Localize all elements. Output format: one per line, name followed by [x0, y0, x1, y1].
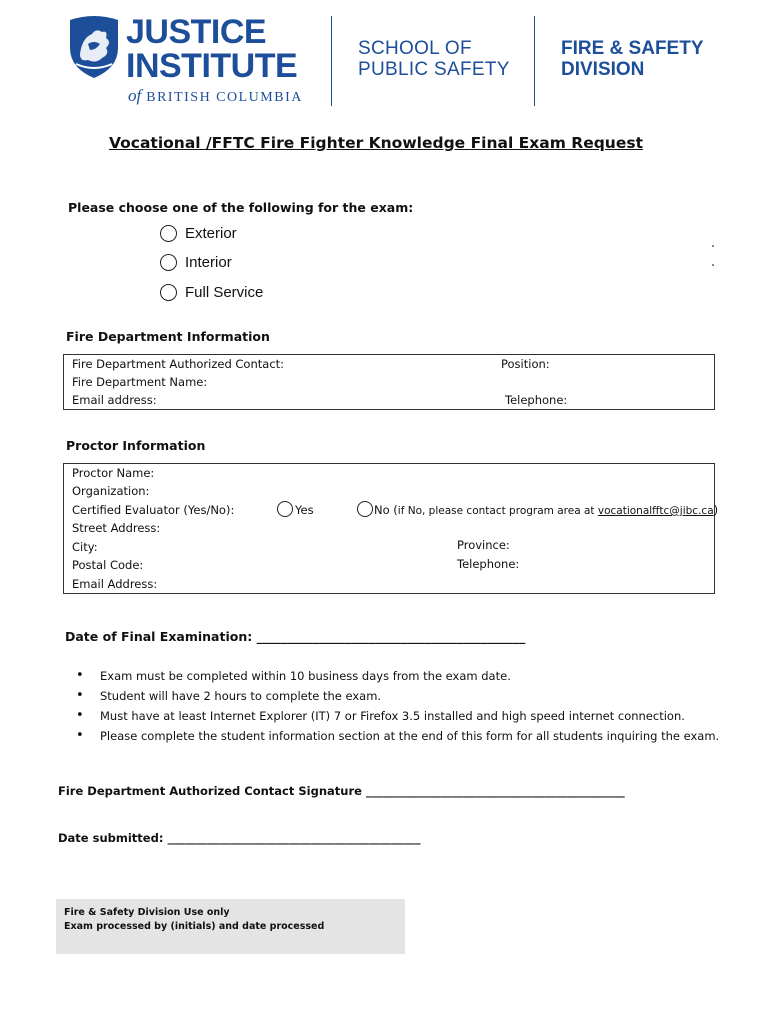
certified-no-prefix: No ( [374, 503, 398, 517]
header-divider [331, 16, 332, 106]
certified-yes-label: Yes [295, 503, 314, 517]
exam-option-label: Exterior [185, 225, 237, 242]
proctor-name-label: Proctor Name: [72, 466, 155, 480]
exam-choice-prompt: Please choose one of the following for the exam: [68, 200, 414, 215]
jibc-crest-logo [66, 14, 122, 80]
logo-british-columbia: BRITISH COLUMBIA [146, 90, 303, 105]
logo-wordmark-institute: INSTITUTE [126, 47, 298, 85]
date-submitted-line [58, 831, 420, 845]
header-division: FIRE & SAFETY DIVISION [561, 38, 704, 80]
radio-icon[interactable] [160, 225, 177, 242]
proctor-organization-label: Organization: [72, 484, 150, 498]
exam-option-full-service[interactable] [160, 284, 263, 301]
list-item: • Student will have 2 hours to complete the exam. [76, 686, 719, 706]
date-submitted-label: Date submitted: [58, 831, 164, 845]
exam-option-exterior[interactable] [160, 225, 237, 242]
exam-date-line [65, 629, 525, 644]
proctor-city-label: City: [72, 540, 98, 554]
fd-position-label: Position: [501, 357, 550, 371]
logo-of: of [128, 86, 142, 105]
fire-department-heading: Fire Department Information [66, 329, 270, 344]
signature-line [58, 784, 625, 798]
signature-label: Fire Department Authorized Contact Signature [58, 784, 362, 798]
exam-option-label: Interior [185, 254, 232, 271]
radio-icon[interactable] [160, 284, 177, 301]
list-item: • Please complete the student information section at the end of this form for all students inquiring the exam. [76, 726, 719, 746]
proctor-province-label: Province: [457, 538, 510, 552]
proctor-email-label: Email Address: [72, 577, 158, 591]
certified-no-suffix: ) [713, 503, 719, 517]
exam-option-label: Full Service [185, 284, 264, 301]
header-school: SCHOOL OF PUBLIC SAFETY [358, 38, 510, 80]
signature-blank[interactable]: _____________________________________________ [365, 784, 625, 798]
logo-wordmark-justice: JUSTICE [126, 13, 267, 51]
proctor-box [63, 463, 715, 594]
exam-date-label: Date of Final Examination: [65, 629, 253, 644]
list-item: • Must have at least Internet Explorer (IT) 7 or Firefox 3.5 installed and high speed internet connection. [76, 706, 719, 726]
exam-date-blank[interactable]: ___________________________________________ [256, 629, 526, 644]
fd-email-label: Email address: [72, 393, 157, 407]
fd-name-label: Fire Department Name: [72, 375, 208, 389]
exam-notes-list [76, 666, 719, 746]
proctor-heading: Proctor Information [66, 438, 206, 453]
stray-mark [712, 245, 714, 247]
certified-no-radio[interactable] [357, 501, 373, 517]
stray-mark [712, 264, 714, 266]
certified-no-note [374, 503, 718, 517]
program-email-link[interactable]: vocationalfftc@jibc.ca [597, 505, 714, 517]
header-divider [534, 16, 535, 106]
list-item: • Exam must be completed within 10 business days from the exam date. [76, 666, 719, 686]
fd-telephone-label: Telephone: [505, 393, 568, 407]
radio-icon[interactable] [160, 254, 177, 271]
proctor-postal-label: Postal Code: [72, 558, 144, 572]
certified-no-text: if No, please contact program area at [397, 505, 598, 517]
exam-option-interior[interactable] [160, 254, 232, 271]
date-submitted-blank[interactable]: ____________________________________________ [167, 831, 421, 845]
office-use-title: Fire & Safety Division Use only [64, 907, 230, 918]
office-use-processed: Exam processed by (initials) and date processed [64, 921, 325, 932]
proctor-certified-label: Certified Evaluator (Yes/No): [72, 503, 235, 517]
proctor-telephone-label: Telephone: [457, 557, 520, 571]
fd-authorized-contact-label: Fire Department Authorized Contact: [72, 357, 285, 371]
page-title: Vocational /FFTC Fire Fighter Knowledge Final Exam Request [108, 134, 643, 152]
certified-yes-radio[interactable] [277, 501, 293, 517]
logo-wordmark-bc [128, 86, 303, 106]
proctor-street-label: Street Address: [72, 521, 161, 535]
